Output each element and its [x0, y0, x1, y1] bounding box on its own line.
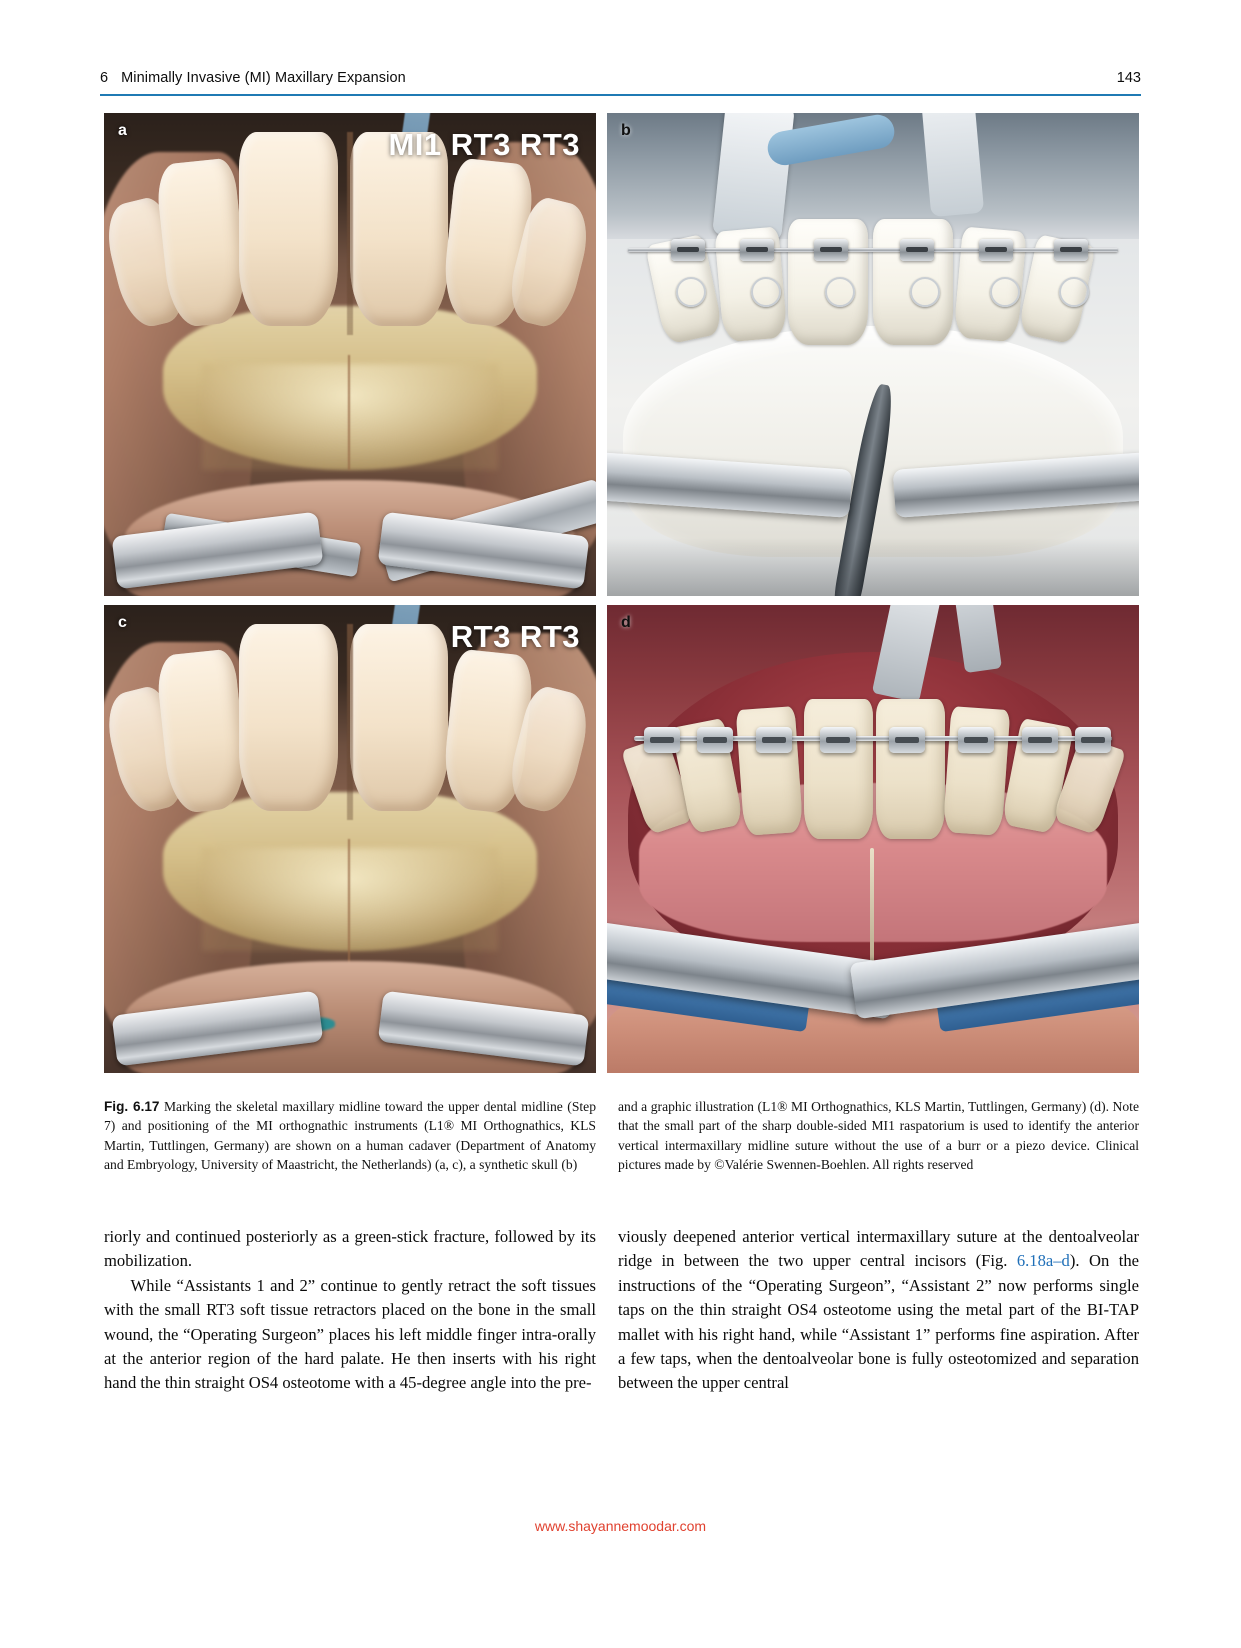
page-number: 143 [1116, 70, 1141, 86]
caption-column-right [618, 1097, 1139, 1174]
graphic-illustration-d [607, 605, 1139, 1073]
panel-c-overlay-text: RT3 RT3 [450, 619, 580, 654]
figure-number: Fig. 6.17 [104, 1099, 160, 1114]
panel-label-b: b [621, 122, 631, 139]
cadaver-photo-a [104, 113, 596, 596]
footer-watermark: www.shayannemoodar.com [534, 1518, 707, 1534]
body-column-left [104, 1225, 596, 1396]
figure-6-17 [104, 113, 1139, 1073]
caption-column-left [104, 1097, 596, 1174]
body-column-right [618, 1225, 1139, 1396]
figure-panel-d [607, 605, 1139, 1073]
caption-left-text: Marking the skeletal maxillary midline toward the upper dental midline (Step 7) and positioning of the MI orthognathic instruments (L1® MI Orthognathics, KLS Martin, Tuttlingen, Germany) are shown on a human cadaver (Department of Anatomy and Embryology, University of Maastricht, the Netherlands) (a, c), a synthetic skull (b) [104, 1099, 596, 1172]
panel-label-c: c [118, 614, 127, 631]
running-head [100, 62, 1141, 94]
figure-caption [104, 1097, 1139, 1174]
figure-reference-link[interactable]: 6.18a–d [1016, 1251, 1070, 1271]
paragraph-right-1-pre: viously deepened anterior vertical intermaxillary suture at the dentoalveolar ridge in between the two upper central incisors (Fig. [618, 1227, 1139, 1271]
header-rule [100, 94, 1141, 96]
panel-a-overlay-text: MI1 RT3 RT3 [388, 127, 580, 162]
body-text [104, 1225, 1139, 1396]
panel-label-d: d [621, 614, 631, 631]
caption-right-text: and a graphic illustration (L1® MI Orthognathics, KLS Martin, Tuttlingen, Germany) (d). Note that the small part of the sharp double-sided MI1 raspatorium is used to identify the anterior vertical intermaxillary midline suture without the use of a burr or a piezo device. Clinical pictures made by ©Valérie Swennen-Boehlen. All rights reserved [618, 1099, 1139, 1172]
cadaver-photo-c [104, 605, 596, 1073]
paragraph-left-2: While “Assistants 1 and 2” continue to gently retract the soft tissues with the small RT3 soft tissue retractors placed on the bone in the small wound, the “Operating Surgeon” places his left middle finger intra-orally at the anterior region of the hard palate. He then inserts with his right hand the thin straight OS4 osteotome with a 45-degree angle into the pre- [104, 1275, 596, 1393]
paragraph-right-1 [618, 1225, 1139, 1396]
figure-panel-c [104, 605, 596, 1073]
figure-panel-a [104, 113, 596, 596]
panel-label-a: a [118, 122, 127, 139]
paragraph-right-1-post: ). On the instructions of the “Operating Surgeon”, “Assistant 2” now performs single taps on the thin straight OS4 osteotome using the metal part of the BI-TAP mallet with his right hand, while “Assistant 1” performs fine aspiration. After a few taps, when the dentoalveolar bone is fully osteotomized and separation between the upper central [618, 1251, 1139, 1393]
synthetic-skull-photo-b [607, 113, 1139, 596]
chapter-title: Minimally Invasive (MI) Maxillary Expansion [121, 70, 406, 86]
chapter-number: 6 [100, 70, 109, 86]
paragraph-left-1: riorly and continued posteriorly as a green-stick fracture, followed by its mobilization. [104, 1227, 596, 1271]
figure-panel-b [607, 113, 1139, 596]
